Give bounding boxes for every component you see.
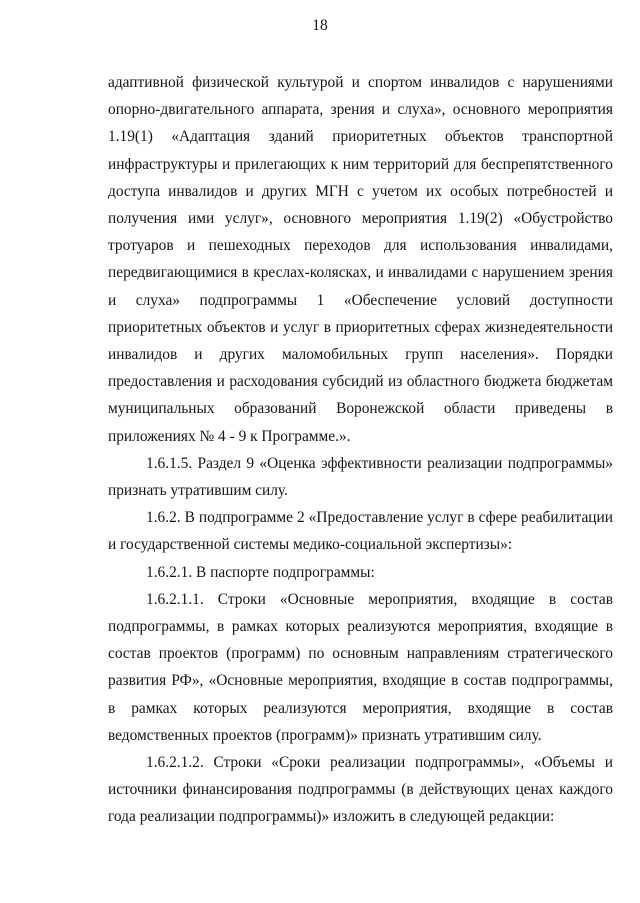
paragraph-continuation: адаптивной физической культурой и спортом инвалидов с нарушениями опорно-двигательного аппарата, зрения и слуха», основного мероприятия 1.19(1) «Адаптация зданий приоритетных объектов транспортной инфраструктуры и прилегающих к ним территорий для беспрепятственного доступа инвалидов и других МГН с учетом их особых потребностей и получения ими услуг», основного мероприятия 1.19(2) «Обустройство тротуаров и пешеходных переходов для использования инвалидами, передвигающимися в креслах-колясках, и инвалидами с нарушением зрения и слуха» подпрограммы 1 «Обеспечение условий доступности приоритетных объектов и услуг в приоритетных сферах жизнедеятельности инвалидов и других маломобильных групп населения». Порядки предоставления и расходования субсидий из областного бюджета бюджетам муниципальных образований Воронежской области приведены в приложениях № 4 - 9 к Программе.». <box>108 74 613 445</box>
paragraph-1-6-2-1-1: 1.6.2.1.1. Строки «Основные мероприятия, входящие в состав подпрограммы, в рамках которых реализуются мероприятия, входящие в состав проектов (программ) по основным направлениям стратегического развития РФ», «Основные мероприятия, входящие в состав подпрограммы, в рамках которых реализуются мероприятия, входящие в состав ведомственных проектов (программ)» признать утратившим силу. <box>108 590 613 744</box>
page-number: 18 <box>312 17 328 34</box>
document-body <box>108 69 613 831</box>
paragraph-1-6-2: 1.6.2. В подпрограмме 2 «Предоставление услуг в сфере реабилитации и государственной системы медико-социальной экспертизы»: <box>108 509 613 554</box>
paragraph-1-6-1-5: 1.6.1.5. Раздел 9 «Оценка эффективности реализации подпрограммы» признать утратившим силу. <box>108 454 613 500</box>
paragraph-1-6-2-1-2: 1.6.2.1.2. Строки «Сроки реализации подпрограммы», «Объемы и источники финансирования подпрограммы (в действующих ценах каждого года реализации подпрограммы)» изложить в следующей редакции: <box>108 754 613 826</box>
paragraph-1-6-2-1: 1.6.2.1. В паспорте подпрограммы: <box>146 563 375 581</box>
